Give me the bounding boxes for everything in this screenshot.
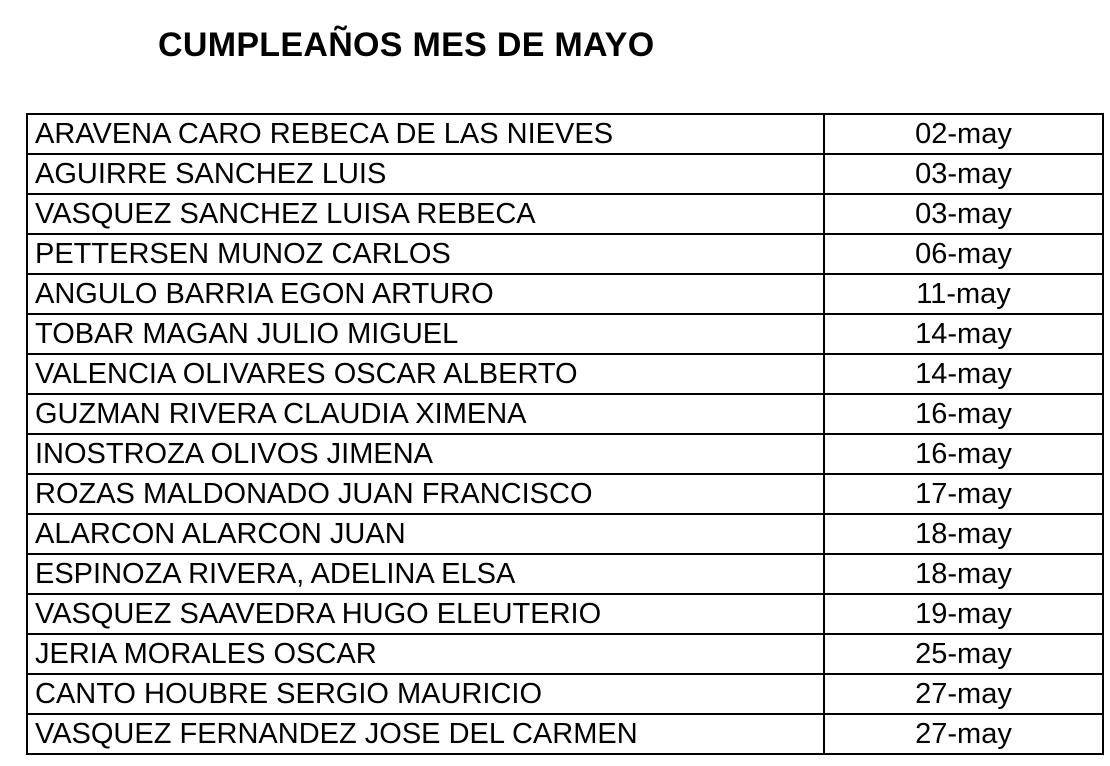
date-cell: 19-may [824, 594, 1103, 634]
date-cell: 18-may [824, 514, 1103, 554]
table-row [27, 114, 1103, 154]
name-cell: VALENCIA OLIVARES OSCAR ALBERTO [27, 354, 824, 394]
name-cell: GUZMAN RIVERA CLAUDIA XIMENA [27, 394, 824, 434]
date-cell: 16-may [824, 394, 1103, 434]
name-cell: AGUIRRE SANCHEZ LUIS [27, 154, 824, 194]
date-cell: 02-may [824, 114, 1103, 154]
name-cell: INOSTROZA OLIVOS JIMENA [27, 434, 824, 474]
table-row [27, 434, 1103, 474]
table-row [27, 714, 1103, 754]
name-cell: TOBAR MAGAN JULIO MIGUEL [27, 314, 824, 354]
table-row [27, 634, 1103, 674]
birthday-table-body [27, 114, 1103, 754]
table-row [27, 514, 1103, 554]
table-row [27, 234, 1103, 274]
table-row [27, 354, 1103, 394]
table-row [27, 154, 1103, 194]
name-cell: VASQUEZ FERNANDEZ JOSE DEL CARMEN [27, 714, 824, 754]
date-cell: 18-may [824, 554, 1103, 594]
name-cell: JERIA MORALES OSCAR [27, 634, 824, 674]
name-cell: VASQUEZ SAAVEDRA HUGO ELEUTERIO [27, 594, 824, 634]
table-row [27, 554, 1103, 594]
table-row [27, 314, 1103, 354]
name-cell: ESPINOZA RIVERA, ADELINA ELSA [27, 554, 824, 594]
table-row [27, 194, 1103, 234]
table-row [27, 474, 1103, 514]
name-cell: ROZAS MALDONADO JUAN FRANCISCO [27, 474, 824, 514]
date-cell: 27-may [824, 714, 1103, 754]
name-cell: ALARCON ALARCON JUAN [27, 514, 824, 554]
date-cell: 11-may [824, 274, 1103, 314]
name-cell: ARAVENA CARO REBECA DE LAS NIEVES [27, 114, 824, 154]
name-cell: PETTERSEN MUNOZ CARLOS [27, 234, 824, 274]
date-cell: 25-may [824, 634, 1103, 674]
name-cell: ANGULO BARRIA EGON ARTURO [27, 274, 824, 314]
date-cell: 16-may [824, 434, 1103, 474]
table-row [27, 394, 1103, 434]
table-row [27, 594, 1103, 634]
date-cell: 27-may [824, 674, 1103, 714]
date-cell: 03-may [824, 154, 1103, 194]
date-cell: 14-may [824, 354, 1103, 394]
date-cell: 14-may [824, 314, 1103, 354]
date-cell: 03-may [824, 194, 1103, 234]
birthday-table [26, 113, 1104, 755]
date-cell: 06-may [824, 234, 1103, 274]
page-title: CUMPLEAÑOS MES DE MAYO [158, 26, 655, 64]
date-cell: 17-may [824, 474, 1103, 514]
table-row [27, 674, 1103, 714]
name-cell: CANTO HOUBRE SERGIO MAURICIO [27, 674, 824, 714]
name-cell: VASQUEZ SANCHEZ LUISA REBECA [27, 194, 824, 234]
table-row [27, 274, 1103, 314]
